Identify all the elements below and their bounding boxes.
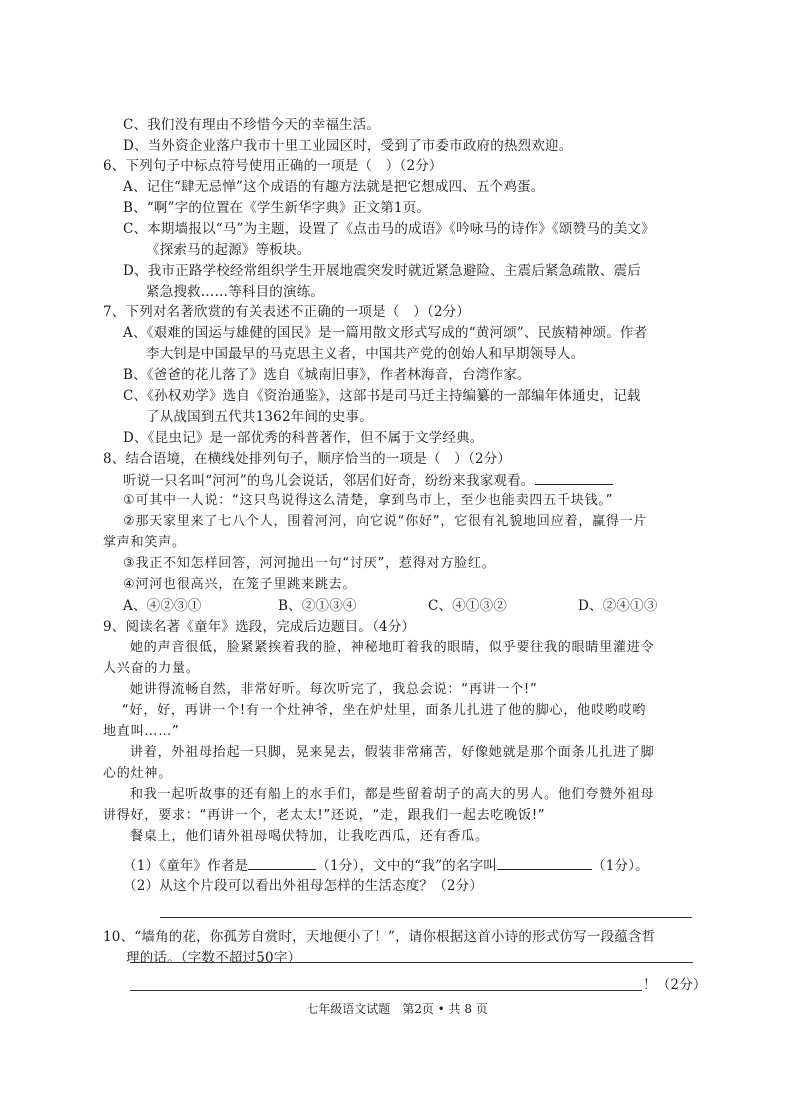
q6-option-a: A、记住“肆无忌惮”这个成语的有趣方法就是把它想成四、五个鸡蛋。 [123, 179, 545, 195]
q9-passage-p5-line1: 和我一起听故事的还有船上的水手们，都是些留着胡子的高大的男人。他们夸赞外祖母 [130, 787, 655, 802]
q8-sentence-2-line2: 掌声和笑声。 [103, 535, 186, 550]
q8-sentence-2-line1: ②那天家里来了七八个人，围着河河，向它说“你好”，它很有礼貌地回应着，赢得一片 [123, 514, 648, 529]
q5-option-d: D、当外资企业落户我市十里工业园区时，受到了市委市政府的热烈欢迎。 [123, 138, 573, 154]
q7-option-a-line1: A、《艰难的国运与雄健的国民》是一篇用散文形式写成的“黄河颂”、民族精神颂。作者 [123, 325, 648, 341]
q9-passage-p6: 餐桌上，他们请外祖母喝伏特加，让我吃西瓜，还有香瓜。 [130, 829, 489, 844]
q9-sub1 [123, 855, 649, 876]
q10-end: ！（2分） [643, 977, 707, 993]
q7-option-d: D、《昆虫记》是一部优秀的科普著作，但不属于文学经典。 [123, 430, 484, 446]
q9-passage-p4-line2: 心的灶神。 [103, 766, 173, 781]
q9-passage-p5-line2: 讲得好，要求：“再讲一个，老太太!”还说，“走，跟我们一起去吃晚饭!” [103, 808, 546, 823]
q8-option-b: B、②①③④ [278, 598, 357, 614]
q10-answer-line-1[interactable] [130, 962, 693, 963]
q6-option-c-line1: C、本期墙报以“马”为主题，设置了《点击马的成语》《吟咏马的诗作》《颂赞马的美文》 [123, 221, 655, 237]
q9-passage-p4-line1: 讲着，外祖母抬起一只脚，晃来晃去，假装非常痛苦，好像她就是那个面条儿扎进了脚 [130, 745, 655, 760]
q6-option-c-line2: 《探索马的起源》等板块。 [146, 242, 311, 258]
q9-passage-p1-line1: 她的声音很低，脸紧紧挨着我的脸，神秘地盯着我的眼睛，似乎要往我的眼睛里灌进令 [130, 640, 655, 655]
q8-sentence-1: ①可其中一人说：“这只鸟说得这么清楚，拿到鸟市上，至少也能卖四五千块钱。” [123, 493, 614, 508]
q7-option-c-line1: C、《孙权劝学》选自《资治通鉴》，这部书是司马迁主持编纂的一部编年体通史，记载 [123, 388, 641, 404]
q6-option-b: B、“啊”字的位置在《学生新华字典》正文第1页。 [123, 200, 431, 216]
q9-sub1-suffix: （1分）。 [592, 858, 649, 874]
q8-option-a: A、④②③① [123, 598, 202, 614]
q8-option-d: D、②④①③ [578, 598, 658, 614]
q8-context-text: 听说一只名叫“河河”的鸟儿会说话，邻居们好奇，纷纷来我家观看。 [123, 473, 535, 489]
q9-passage-p1-line2: 人兴奋的力量。 [103, 661, 200, 676]
q7-option-c-line2: 了从战国到五代共1362年间的史事。 [146, 409, 373, 425]
q9-passage-p2: 她讲得流畅自然，非常好听。每次听完了，我总会说：“再讲一个!” [130, 682, 538, 697]
q8-answer-blank[interactable] [535, 470, 613, 485]
q9-sub1-middle: （1分），文中的“我”的名字叫 [316, 858, 497, 874]
q7-option-b: B、《爸爸的花儿落了》选自《城南旧事》，作者林海音，台湾作家。 [123, 367, 531, 383]
q9-stem: 9、阅读名著《童年》选段，完成后边题目。（4分） [103, 619, 416, 635]
q6-option-d-line1: D、我市正路学校经常组织学生开展地震突发时就近紧急避险、主震后紧急疏散、震后 [123, 263, 641, 279]
q10-stem-line1: 10、“墙角的花，你孤芳自赏时，天地便小了！”，请你根据这首小诗的形式仿写一段蕴含哲 [103, 929, 656, 945]
q8-option-c: C、④①③② [428, 598, 508, 614]
q6-stem: 6、下列句子中标点符号使用正确的一项是（ ）（2分） [103, 158, 443, 174]
q8-stem: 8、结合语境，在横线处排列句子，顺序恰当的一项是（ ）（2分） [103, 451, 512, 467]
q6-option-d-line2: 紧急搜救……等科目的演练。 [146, 284, 325, 300]
q9-sub2: （2）从这个片段可以看出外祖母怎样的生活态度？（2分） [123, 878, 484, 894]
q8-context [123, 470, 613, 491]
q9-passage-p3-line2: 地直叫……” [103, 724, 180, 739]
q10-stem-line2: 理的话。（字数不超过50字） [126, 950, 302, 966]
q7-option-a-line2: 李大钊是中国最早的马克思主义者，中国共产党的创始人和早期领导人。 [146, 346, 585, 362]
q8-sentence-4: ④河河也很高兴，在笼子里跳来跳去。 [123, 577, 357, 592]
q9-sub1-prefix: （1）《童年》作者是 [123, 858, 249, 874]
q10-answer-line-2[interactable] [130, 990, 642, 991]
page-footer: 七年级语文试题 第2页 • 共 8 页 [306, 1002, 488, 1016]
author-answer-blank[interactable] [248, 855, 316, 870]
name-answer-blank[interactable] [497, 855, 592, 870]
q9-passage-p3-line1: “好，好，再讲一个!有一个灶神爷，坐在炉灶里，面条儿扎进了他的脚心，他哎哟哎哟 [122, 703, 647, 718]
q7-stem: 7、下列对名著欣赏的有关表述不正确的一项是（ ）（2分） [103, 304, 471, 320]
q5-option-c: C、我们没有理由不珍惜今天的幸福生活。 [123, 117, 381, 133]
q8-sentence-3: ③我正不知怎样回答，河河抛出一句“讨厌”，惹得对方脸红。 [123, 556, 496, 571]
q9-answer-line[interactable] [160, 917, 692, 918]
